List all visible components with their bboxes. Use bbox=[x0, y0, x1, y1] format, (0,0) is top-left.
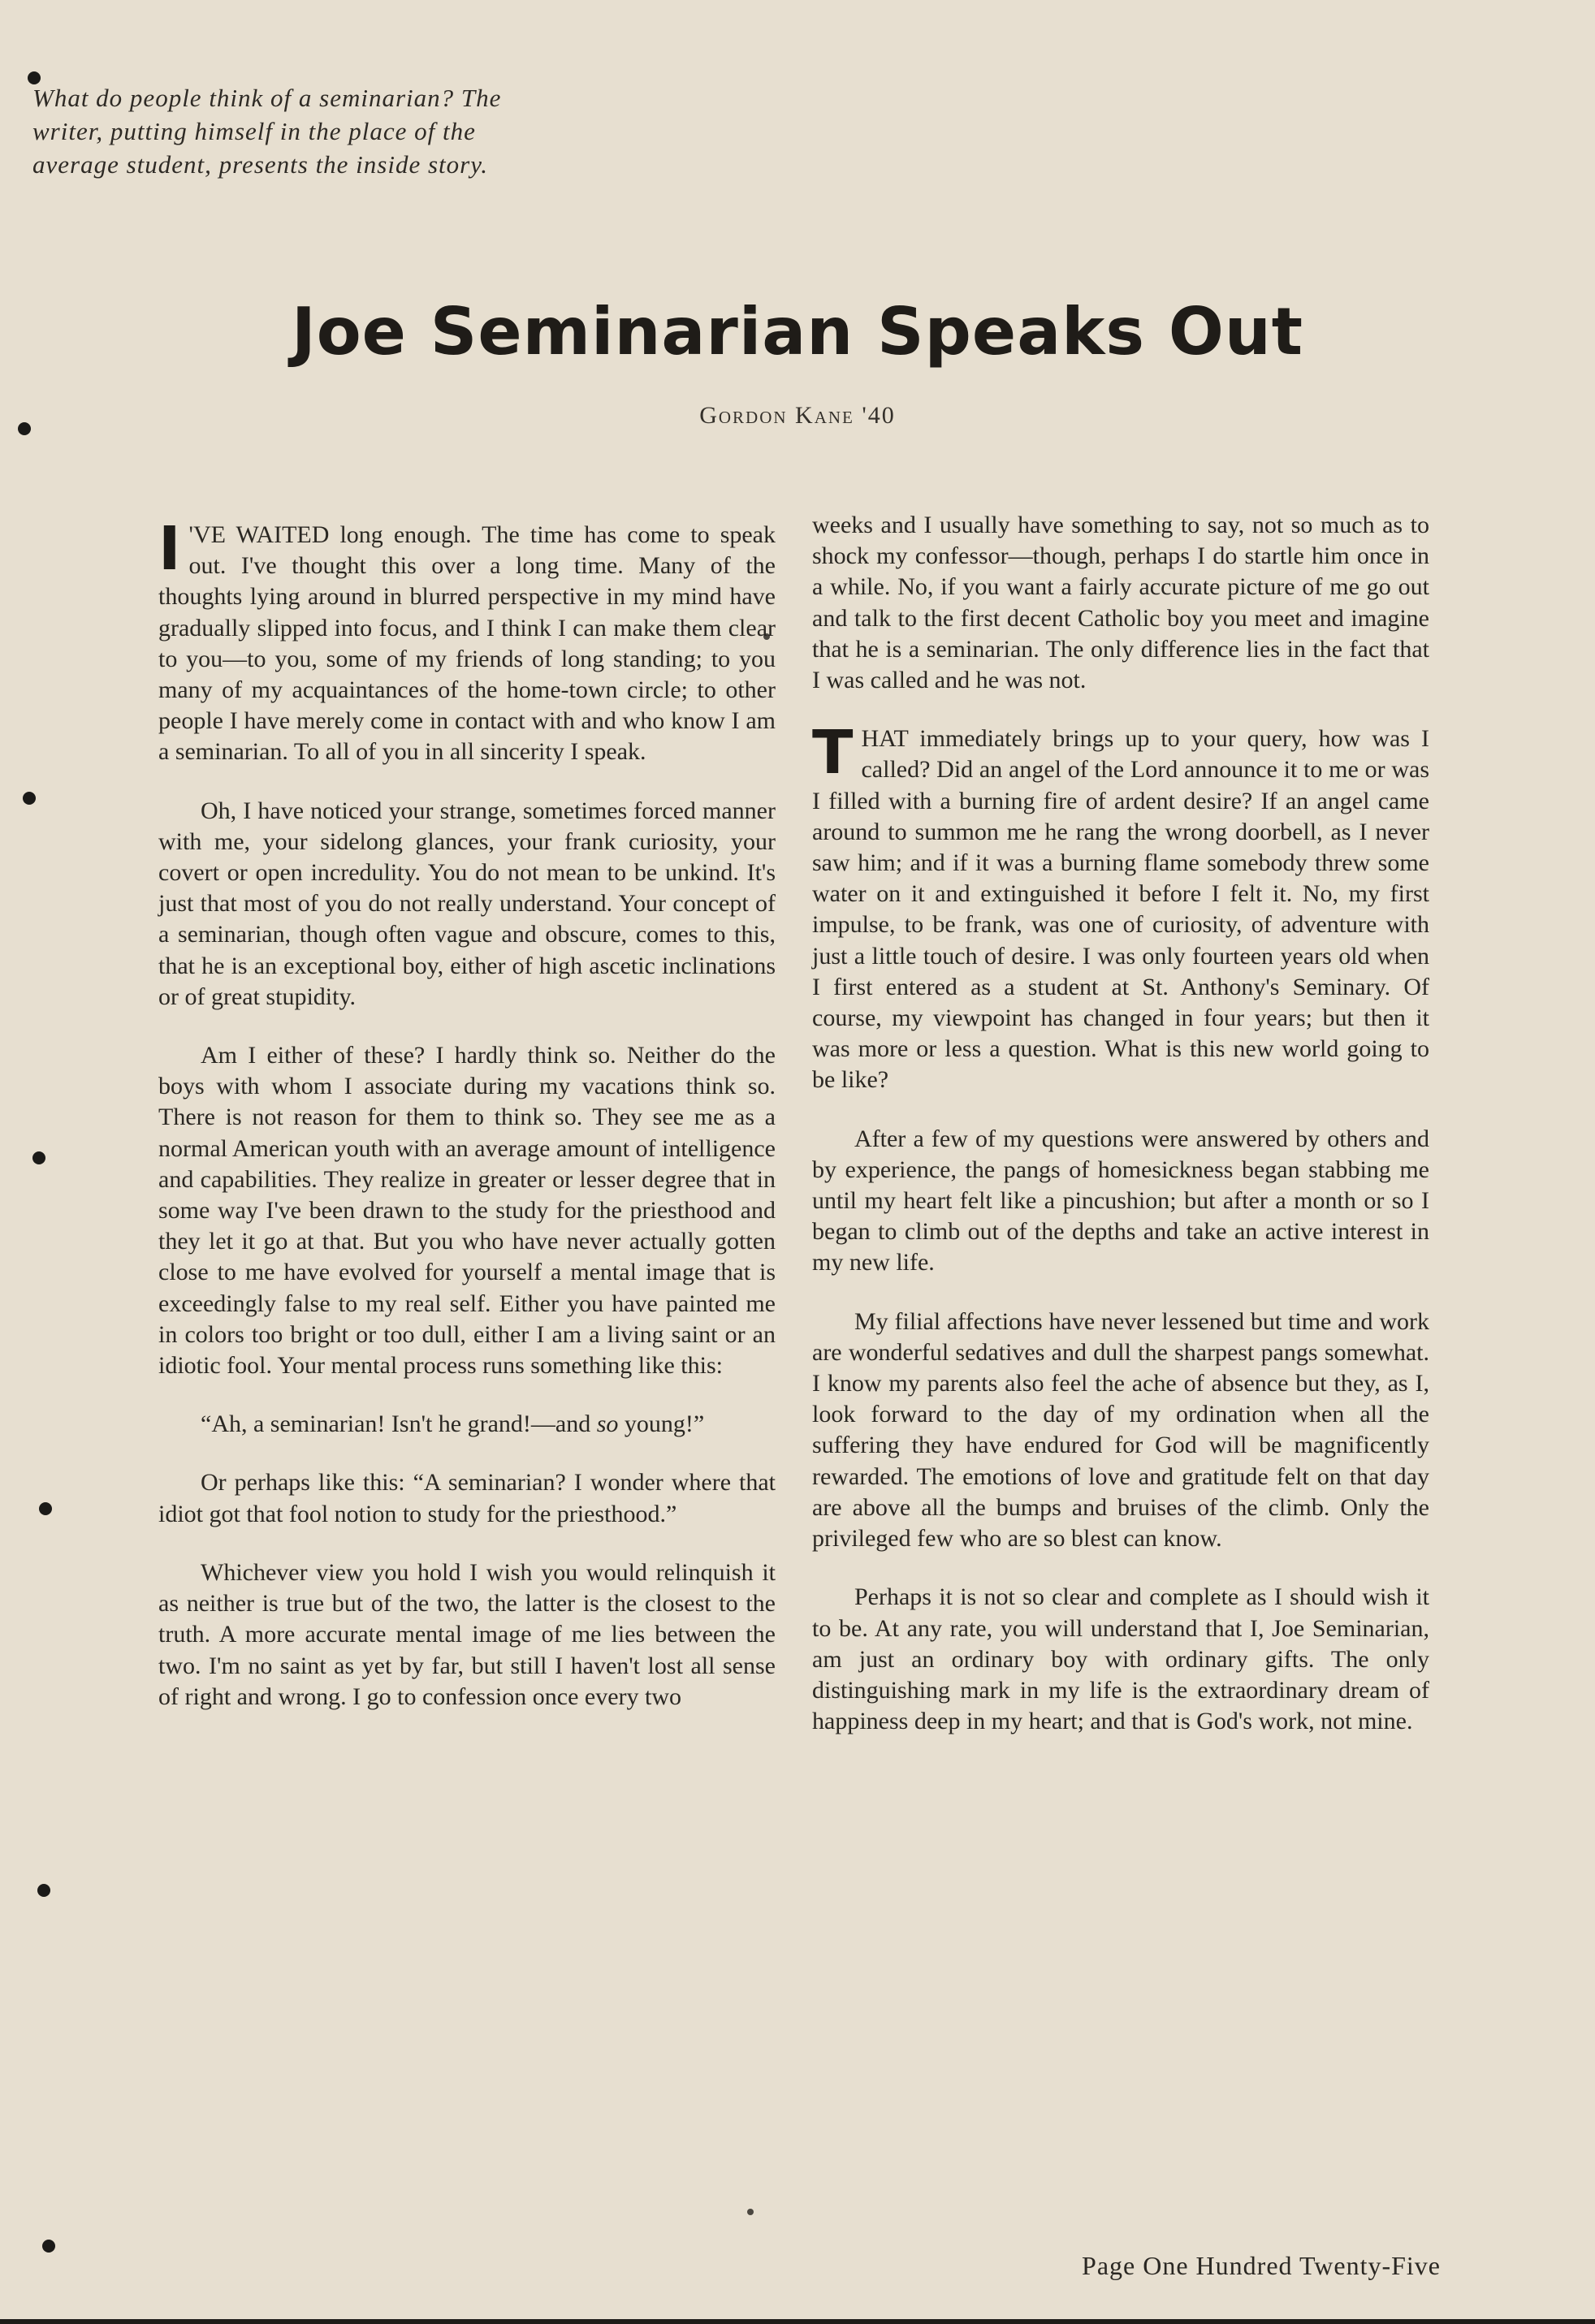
binder-hole bbox=[42, 2240, 55, 2253]
paragraph: Oh, I have noticed your strange, sometimes forced manner with me, your sidelong glances, your frank curiosity, your covert or open incredulity. You do not mean to be unkind. It's just that most of you do not really understand. Your concept of a seminarian, though often vague and obscure, comes to this, that he is an exceptional boy, either of high ascetic inclinations or of great stupidity. bbox=[158, 797, 776, 1010]
article-title: Joe Seminarian Speaks Out bbox=[291, 294, 1304, 369]
paragraph bbox=[812, 718, 1429, 1095]
paragraph: My filial affections have never lessened but time and work are wonderful sedatives and dull the sharpest pangs somewhat. I know my parents also feel the ache of absence but they, as I, look forward to the day of my ordination when all the suffering they have endured for God will be magnificently rewarded. The emotions of love and gratitude felt on that day are above all the bumps and bruises of the climb. Only the privileged few who are so blest can know. bbox=[812, 1307, 1429, 1553]
article-byline: Gordon Kane '40 bbox=[699, 402, 896, 429]
intro-line: writer, putting himself in the place of the bbox=[32, 117, 476, 145]
paragraph-text: HAT immediately brings up to your query, how was I called? Did an angel of the Lord announce it to me or was I filled with a burning fire of ardent desire? If an angel came around to summon me he rang the wrong doorbell, as I never saw him; and if it was a burning flame somebody threw some water on it and extinguished it before I felt it. No, my first impulse, to be frank, was one of curiosity, of adventure with just a little touch of desire. I was only fourteen years old when I first entered as a student at St. Anthony's Seminary. Of course, my viewpoint has changed in four years; but then it was more or less a question. What is this new world going to be like? bbox=[812, 725, 1429, 1094]
intro-line: average student, presents the inside story. bbox=[32, 150, 489, 179]
binder-hole bbox=[23, 792, 36, 805]
quote-paragraph bbox=[158, 1409, 776, 1440]
intro-line: What do people think of a seminarian? The bbox=[32, 84, 502, 112]
quote-emphasis: so bbox=[596, 1410, 619, 1438]
page-number-footer: Page One Hundred Twenty-Five bbox=[1082, 2251, 1441, 2280]
binder-hole bbox=[37, 1884, 50, 1897]
paragraph: After a few of my questions were answered by others and by experience, the pangs of homesickness began stabbing me until my heart felt like a pincushion; but after a month or so I began to climb out of the depths and take an active interest in my new life. bbox=[812, 1125, 1429, 1276]
paragraph: Perhaps it is not so clear and complete as I should wish it to be. At any rate, you will understand that I, Joe Seminarian, am just an ordinary boy with ordinary gifts. The only distinguishing mark in my life is the extraordinary dream of happiness deep in my heart; and that is God's work, not mine. bbox=[812, 1583, 1429, 1735]
intro-blurb bbox=[32, 81, 731, 181]
paragraph: Am I either of these? I hardly think so. Neither do the boys with whom I associate during my vacations think so. There is not reason for them to think so. They see me as a normal American youth with an average amount of intelligence and capabilities. They realize in greater or lesser degree that in some way I've been drawn to the study for the priesthood and they let it go at that. But you who have never actually gotten close to me have evolved for yourself a mental image that is exceedingly false to my real self. Either you have painted me in colors too bright or too dull, either I am a living saint or an idiotic fool. Your mental process runs something like this: bbox=[158, 1042, 776, 1380]
quote-text: “Ah, a seminarian! Isn't he grand!—and bbox=[201, 1410, 597, 1438]
right-column bbox=[812, 510, 1429, 1765]
quote-text: young!” bbox=[618, 1410, 705, 1438]
paragraph bbox=[158, 514, 776, 768]
binder-hole bbox=[32, 1151, 45, 1164]
left-column bbox=[158, 514, 776, 1740]
print-speck bbox=[747, 2209, 754, 2215]
page-edge-shadow bbox=[0, 2319, 1595, 2324]
drop-cap: I bbox=[158, 514, 181, 584]
paragraph-text: 'VE WAITED long enough. The time has come to speak out. I've thought this over a long time. Many of the thoughts lying around in blurred perspective in my mind have gradually slipped into focus, and I think I can make them clear to you—to you, some of my friends of long standing; to you many of my acquaintances of the home-town circle; to other people I have merely come in contact with and who know I am a seminarian. To all of you in all sincerity I speak. bbox=[158, 521, 776, 766]
paragraph: weeks and I usually have something to say, not so much as to shock my confessor—though, perhaps I do startle him once in a while. No, if you want a fairly accurate picture of me go out and talk to the first decent Catholic boy you meet and imagine that he is a seminarian. The only difference lies in the fact that I was called and he was not. bbox=[812, 512, 1429, 694]
drop-cap: T bbox=[812, 718, 854, 788]
binder-hole bbox=[39, 1502, 52, 1515]
paragraph: Whichever view you hold I wish you would relinquish it as neither is true but of the two, the latter is the closest to the truth. A more accurate mental image of me lies between the two. I'm no saint as yet by far, but still I haven't lost all sense of right and wrong. I go to confession once every two bbox=[158, 1558, 776, 1710]
paragraph: Or perhaps like this: “A seminarian? I wonder where that idiot got that fool notion to study for the priesthood.” bbox=[158, 1469, 776, 1527]
